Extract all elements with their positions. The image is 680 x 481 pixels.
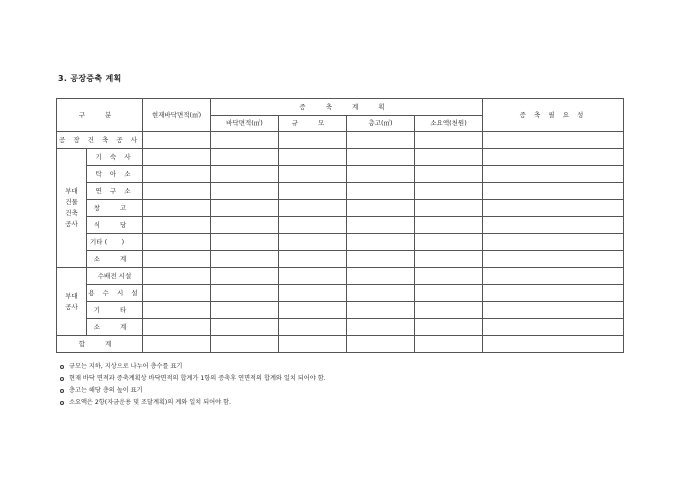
cell-input[interactable] xyxy=(143,183,211,200)
cell-input[interactable] xyxy=(211,336,279,353)
cell-input[interactable] xyxy=(211,302,279,319)
cell-input[interactable] xyxy=(279,149,347,166)
cell-input[interactable] xyxy=(143,251,211,268)
cell-input[interactable] xyxy=(211,149,279,166)
row-label-cafeteria: 식 당 xyxy=(87,217,143,234)
cell-input[interactable] xyxy=(483,336,624,353)
cell-input[interactable] xyxy=(483,149,624,166)
cell-input[interactable] xyxy=(211,234,279,251)
cell-input[interactable] xyxy=(279,268,347,285)
cell-input[interactable] xyxy=(211,268,279,285)
cell-input[interactable] xyxy=(347,302,415,319)
cell-input[interactable] xyxy=(211,132,279,149)
cell-input[interactable] xyxy=(347,183,415,200)
expansion-plan-table xyxy=(56,98,624,353)
cell-input[interactable] xyxy=(483,132,624,149)
cell-input[interactable] xyxy=(143,200,211,217)
cell-input[interactable] xyxy=(415,217,483,234)
row-group-auxiliary-works: 부대 공사 xyxy=(57,268,87,336)
header-current-area: 현재바닥면적(㎡) xyxy=(143,99,211,132)
row-label-other: 기타 ( ) xyxy=(87,234,143,251)
cell-input[interactable] xyxy=(415,200,483,217)
header-scale: 규 모 xyxy=(279,116,347,132)
cell-input[interactable] xyxy=(143,302,211,319)
cell-input[interactable] xyxy=(211,319,279,336)
cell-input[interactable] xyxy=(483,166,624,183)
cell-input[interactable] xyxy=(415,268,483,285)
note-text: 층고는 해당 층의 높이 표기 xyxy=(69,387,143,394)
cell-input[interactable] xyxy=(483,302,624,319)
cell-input[interactable] xyxy=(279,234,347,251)
header-gubun: 구 분 xyxy=(57,99,143,132)
header-cost: 소요액(천원) xyxy=(415,116,483,132)
cell-input[interactable] xyxy=(143,336,211,353)
header-height: 층고(㎡) xyxy=(347,116,415,132)
cell-input[interactable] xyxy=(483,251,624,268)
circle-bullet-icon xyxy=(60,377,64,381)
cell-input[interactable] xyxy=(347,285,415,302)
row-label-power-facility: 수배전 시설 xyxy=(87,268,143,285)
cell-input[interactable] xyxy=(143,268,211,285)
notes-list xyxy=(60,361,326,409)
circle-bullet-icon xyxy=(60,389,64,393)
row-label-water-facility: 용 수 시 설 xyxy=(87,285,143,302)
cell-input[interactable] xyxy=(415,183,483,200)
cell-input[interactable] xyxy=(415,132,483,149)
note-item xyxy=(60,373,326,385)
row-label-warehouse: 창 고 xyxy=(87,200,143,217)
cell-input[interactable] xyxy=(415,251,483,268)
cell-input[interactable] xyxy=(279,183,347,200)
cell-input[interactable] xyxy=(211,285,279,302)
cell-input[interactable] xyxy=(211,183,279,200)
cell-input[interactable] xyxy=(211,200,279,217)
cell-input[interactable] xyxy=(279,132,347,149)
cell-input[interactable] xyxy=(279,336,347,353)
row-group-annex-buildings: 부대 건물 건축 공사 xyxy=(57,149,87,268)
cell-input[interactable] xyxy=(143,319,211,336)
cell-input[interactable] xyxy=(415,285,483,302)
cell-input[interactable] xyxy=(483,200,624,217)
cell-input[interactable] xyxy=(347,268,415,285)
header-floor-area: 바닥면적(㎡) xyxy=(211,116,279,132)
row-label-facility-subtotal: 소 계 xyxy=(87,319,143,336)
cell-input[interactable] xyxy=(347,200,415,217)
cell-input[interactable] xyxy=(347,234,415,251)
cell-input[interactable] xyxy=(347,166,415,183)
row-label-annex-subtotal: 소 계 xyxy=(87,251,143,268)
row-factory-construction: 공 장 건 축 공 사 xyxy=(57,132,143,149)
cell-input[interactable] xyxy=(347,149,415,166)
cell-input[interactable] xyxy=(347,217,415,234)
cell-input[interactable] xyxy=(483,234,624,251)
cell-input[interactable] xyxy=(483,319,624,336)
cell-input[interactable] xyxy=(415,302,483,319)
note-text: 소요액은 2항(자금운용 및 조달계획)의 계와 일치 되어야 함. xyxy=(69,399,231,406)
cell-input[interactable] xyxy=(279,302,347,319)
cell-input[interactable] xyxy=(143,166,211,183)
cell-input[interactable] xyxy=(347,132,415,149)
circle-bullet-icon xyxy=(60,401,64,405)
cell-input[interactable] xyxy=(415,149,483,166)
row-label-dormitory: 기 숙 사 xyxy=(87,149,143,166)
cell-input[interactable] xyxy=(483,217,624,234)
cell-input[interactable] xyxy=(415,234,483,251)
row-label-daycare: 탁 아 소 xyxy=(87,166,143,183)
cell-input[interactable] xyxy=(347,336,415,353)
cell-input[interactable] xyxy=(279,319,347,336)
note-text: 현재 바닥 면적과 증축계획상 바닥면적의 합계가 1항의 증축후 연면적의 합계와 일치 되어야 함. xyxy=(69,375,326,382)
cell-input[interactable] xyxy=(483,285,624,302)
cell-input[interactable] xyxy=(279,285,347,302)
cell-input[interactable] xyxy=(143,217,211,234)
cell-input[interactable] xyxy=(279,217,347,234)
cell-input[interactable] xyxy=(143,132,211,149)
header-plan-group: 증 축 계 획 xyxy=(211,99,483,116)
cell-input[interactable] xyxy=(415,336,483,353)
cell-input[interactable] xyxy=(211,251,279,268)
note-text: 규모는 지하, 지상으로 나누어 층수를 표기 xyxy=(69,363,183,370)
row-label-research-lab: 연 구 소 xyxy=(87,183,143,200)
cell-input[interactable] xyxy=(211,166,279,183)
header-necessity: 증 축 필 요 성 xyxy=(483,99,624,132)
note-item xyxy=(60,361,326,373)
cell-input[interactable] xyxy=(347,319,415,336)
cell-input[interactable] xyxy=(483,268,624,285)
cell-input[interactable] xyxy=(211,217,279,234)
cell-input[interactable] xyxy=(279,200,347,217)
cell-input[interactable] xyxy=(347,251,415,268)
note-item xyxy=(60,385,326,397)
cell-input[interactable] xyxy=(415,166,483,183)
cell-input[interactable] xyxy=(483,183,624,200)
cell-input[interactable] xyxy=(279,251,347,268)
cell-input[interactable] xyxy=(143,285,211,302)
cell-input[interactable] xyxy=(143,234,211,251)
row-label-total: 합 계 xyxy=(57,336,143,353)
note-item xyxy=(60,397,326,409)
section-title: 3. 공장증축 계획 xyxy=(58,74,122,83)
circle-bullet-icon xyxy=(60,365,64,369)
row-label-facility-other: 기 타 xyxy=(87,302,143,319)
cell-input[interactable] xyxy=(279,166,347,183)
cell-input[interactable] xyxy=(143,149,211,166)
cell-input[interactable] xyxy=(415,319,483,336)
